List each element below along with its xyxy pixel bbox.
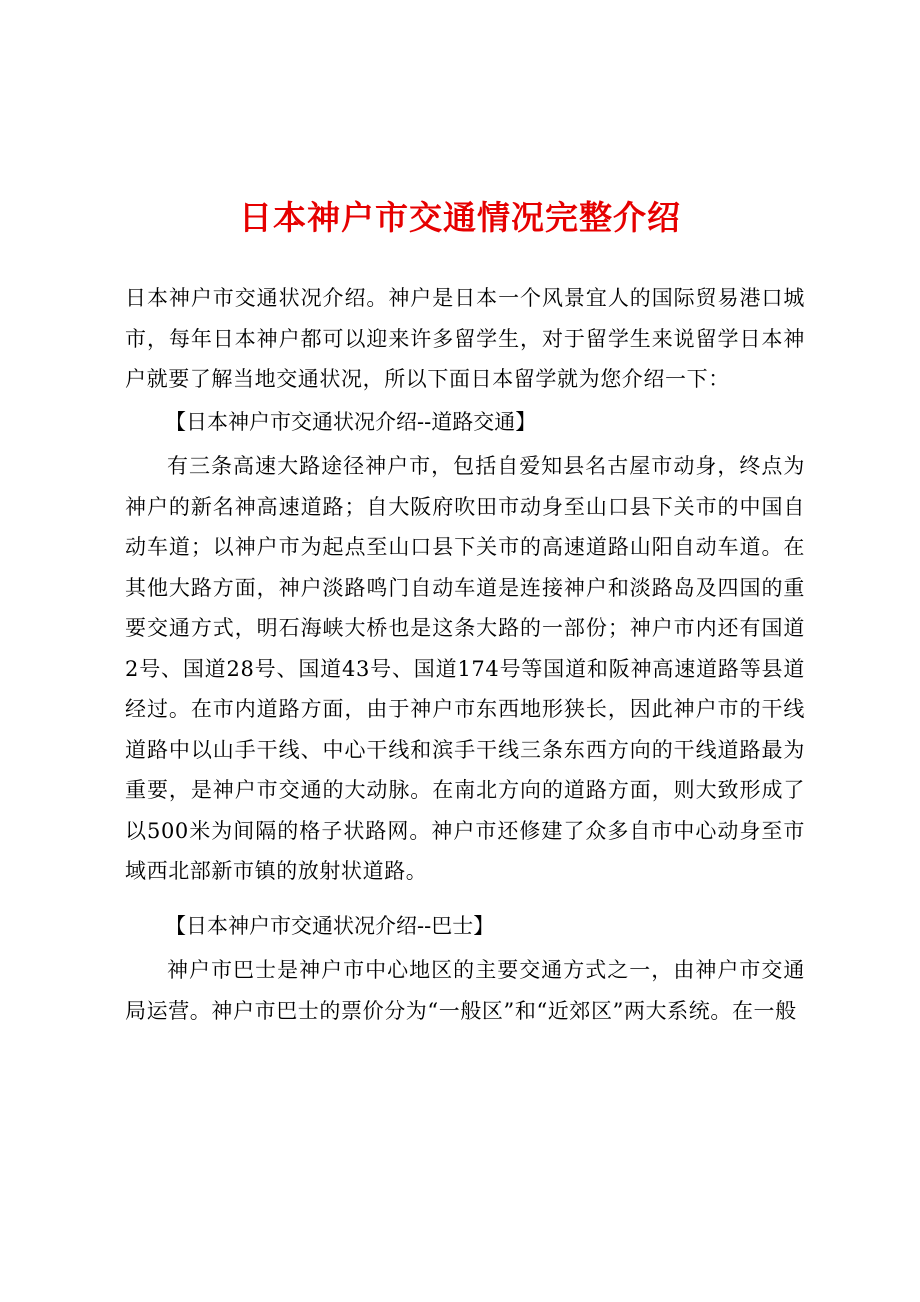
section-body-road: 有三条高速大路途径神户市，包括自爱知县名古屋市动身，终点为神户的新名神高速道路；自大阪府吹田市动身至山口县下关市的中国自动车道；以神户市为起点至山口县下关市的高速道路山阳自动车道。在其他大路方面，神户淡路鸣门自动车道是连接神户和淡路岛及四国的重要交通方式，明石海峡大桥也是这条大路的一部份；神户市内还有国道2号、国道28号、国道43号、国道174号等国道和阪神高速道路等县道经过。在市内道路方面，由于神户市东西地形狭长，因此神户市的干线道路中以山手干线、中心干线和滨手干线三条东西方向的干线道路最为重要，是神户市交通的大动脉。在南北方向的道路方面，则大致形成了以500米为间隔的格子状路网。神户市还修建了众多自市中心动身至市域西北部新市镇的放射状道路。: [125, 454, 805, 883]
document-title: 日本神户市交通情况完整介绍: [239, 198, 681, 237]
document-body: [125, 278, 805, 1031]
section-heading-road: 【日本神户市交通状况介绍--道路交通】: [165, 409, 537, 434]
section-body-bus: 神户市巴士是神户市中心地区的主要交通方式之一，由神户市交通局运营。神户市巴士的票价分为“一般区”和“近郊区”两大系统。在一般: [125, 958, 805, 1023]
section-heading-bus: 【日本神户市交通状况介绍--巴士】: [165, 913, 495, 938]
intro-paragraph: 日本神户市交通状况介绍。神户是日本一个风景宜人的国际贸易港口城市，每年日本神户都可以迎来许多留学生，对于留学生来说留学日本神户就要了解当地交通状况，所以下面日本留学就为您介绍一下：: [125, 286, 805, 391]
